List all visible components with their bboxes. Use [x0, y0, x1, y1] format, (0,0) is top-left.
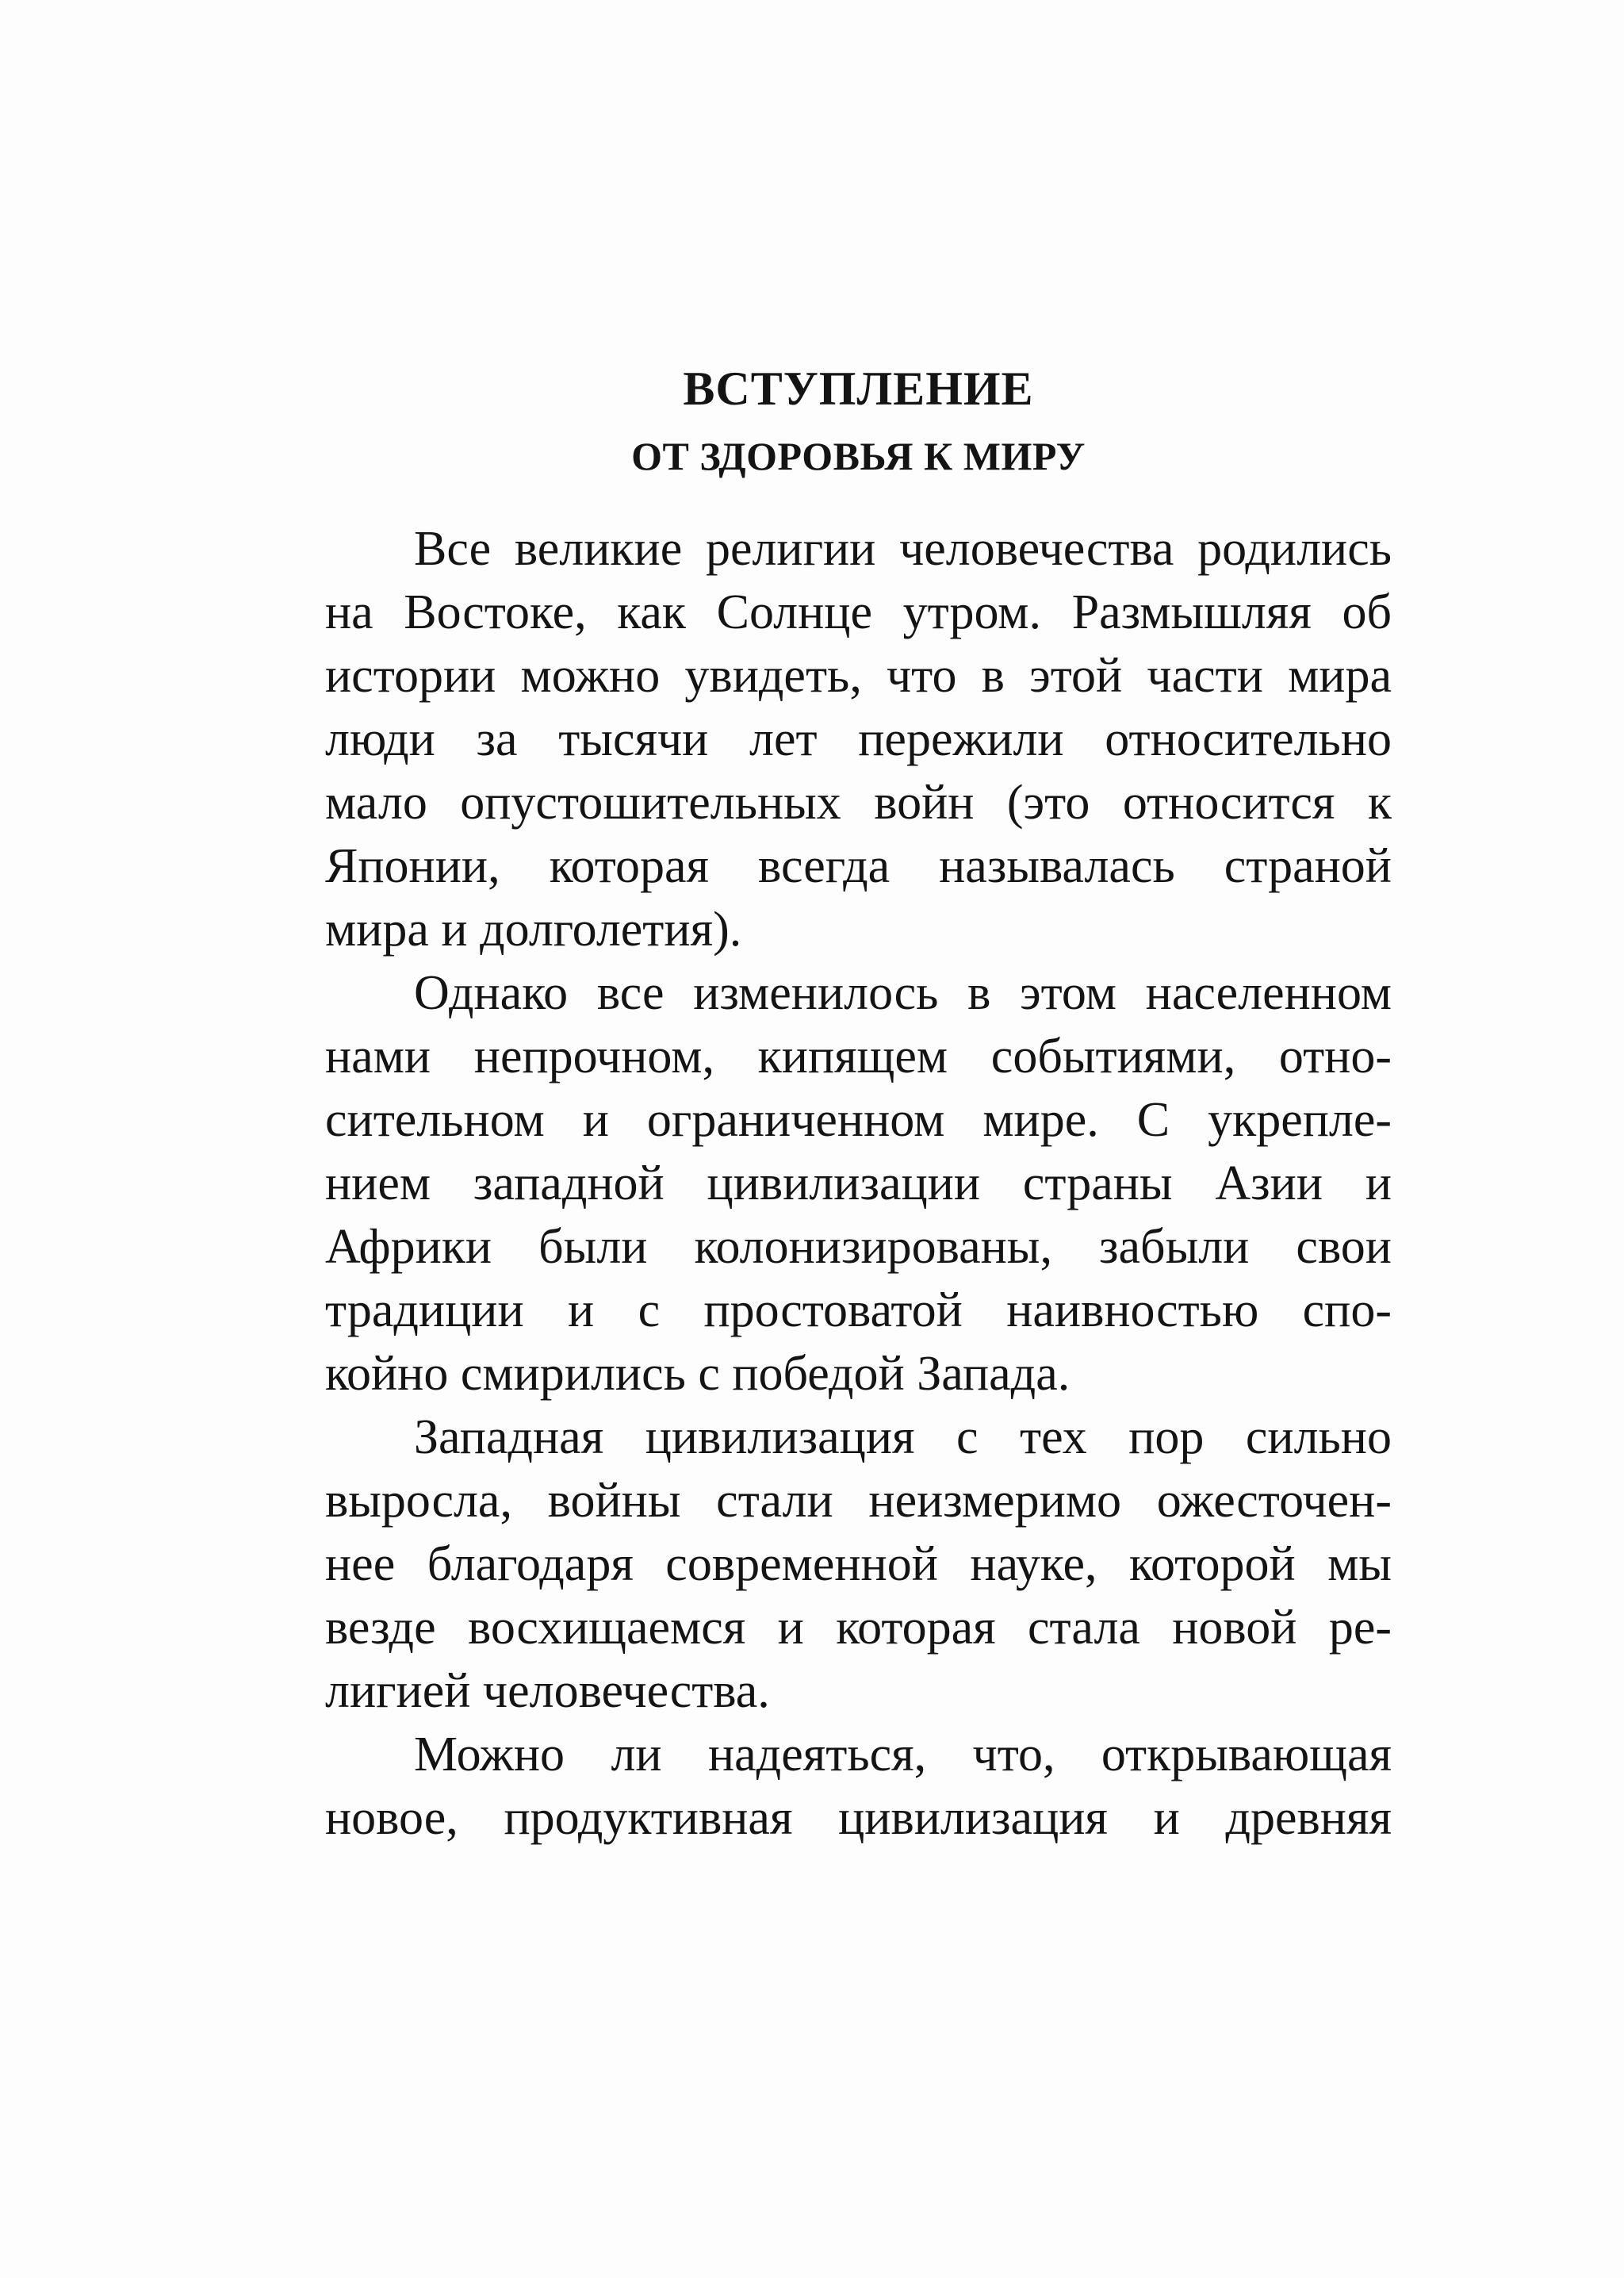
paragraph-line: Африки были колонизированы, забыли свои [325, 1220, 1392, 1274]
page-title: ВСТУПЛЕНИЕ [683, 362, 1034, 415]
paragraph-line: Все великие религии человечества родились [414, 522, 1392, 576]
paragraph-line: новое, продуктивная цивилизация и древняя [325, 1791, 1392, 1845]
paragraph-line: койно смирились с победой Запада. [325, 1347, 1071, 1401]
paragraph-line: выросла, войны стали неизмеримо ожесточен- [325, 1474, 1392, 1528]
paragraph-line: на Востоке, как Солнце утром. Размышляя об [325, 585, 1392, 639]
paragraph-line: везде восхищаемся и которая стала новой ре- [325, 1601, 1392, 1655]
paragraph-line: люди за тысячи лет пережили относительно [325, 712, 1392, 766]
paragraph-line: мира и долголетия). [325, 903, 742, 957]
paragraph-line: Можно ли надеяться, что, открывающая [414, 1728, 1392, 1781]
paragraph-line: Западная цивилизация с тех пор сильно [414, 1410, 1392, 1464]
paragraph-line: нами непрочном, кипящем событиями, отно- [325, 1030, 1392, 1083]
paragraph-line: Японии, которая всегда называлась страной [325, 839, 1392, 893]
paragraph-1 [325, 517, 1392, 961]
paragraph-2 [325, 961, 1392, 1406]
paragraph-line: мало опустошительных войн (это относится к [325, 776, 1392, 830]
paragraph-line: традиции и с простоватой наивностью спо- [325, 1283, 1392, 1337]
page-subtitle: ОТ ЗДОРОВЬЯ К МИРУ [631, 434, 1086, 478]
paragraph-line: Однако все изменилось в этом населенном [414, 966, 1392, 1020]
paragraph-3 [325, 1406, 1392, 1723]
paragraph-line: нием западной цивилизации страны Азии и [325, 1156, 1392, 1210]
paragraph-line: истории можно увидеть, что в этой части мира [325, 649, 1392, 703]
text-block [325, 357, 1392, 1850]
paragraph-line: лигией человечества. [325, 1664, 770, 1718]
paragraph-4 [325, 1723, 1392, 1850]
paragraph-line: нее благодаря современной науке, которой мы [325, 1537, 1392, 1591]
paragraph-line: сительном и ограниченном мире. С укрепле- [325, 1093, 1392, 1147]
